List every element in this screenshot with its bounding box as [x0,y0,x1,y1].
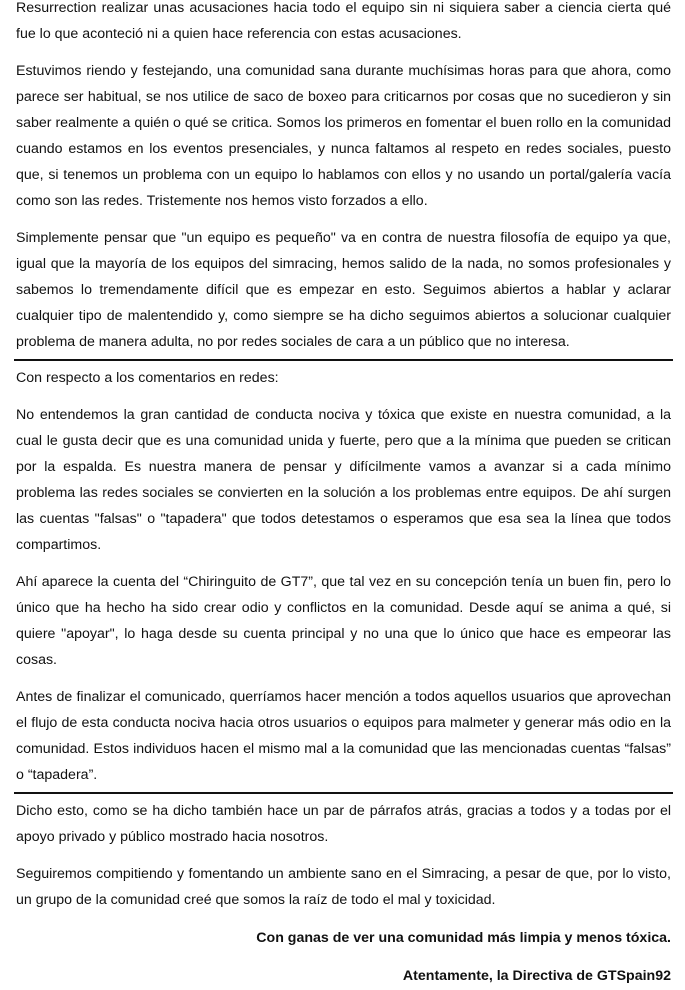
spacer [16,850,671,861]
closing-line: Con ganas de ver una comunidad más limpia y menos tóxica. [256,930,671,946]
spacer [16,673,671,684]
spacer [16,913,671,925]
spacer [16,558,671,569]
paragraph-2: Estuvimos riendo y festejando, una comunidad sana durante muchísimas horas para que ahora, como parece ser habitual, se nos utilice de saco de boxeo para criticarnos por cosas que no sucedieron y sin saber realmente a quién o qué se critica. Somos los primeros en fomentar el buen rollo en la comunidad cuando estamos en los eventos presenciales, y nunca faltamos al respeto en redes sociales, puesto que, si tenemos un problema con un equipo lo hablamos con ellos y no usando un portal/galería vacía como son las redes. Tristemente nos hemos visto forzados a ello. [16,63,671,209]
spacer [16,214,671,225]
paragraph-5: Ahí aparece la cuenta del “Chiringuito de GT7”, que tal vez en su concepción tenía un buen fin, pero lo único que ha hecho ha sido crear odio y conflictos en la comunidad. Desde aquí se anima a qué, si quiere "apoyar", lo haga desde su cuenta principal y no una que lo único que hace es empeorar las cosas. [16,574,671,668]
section-divider-top [14,359,673,361]
signature: Atentamente, la Directiva de GTSpain92 [402,968,671,984]
paragraph-6: Antes de finalizar el comunicado, querríamos hacer mención a todos aquellos usuarios que aprovechan el flujo de esta conducta nociva hacia otros usuarios o equipos para malmeter y generar más odio en la comunidad. Estos individuos hacen el mismo mal a la comunidad que las mencionadas cuentas “falsas” o “tapadera”. [16,689,671,783]
spacer [16,391,671,402]
paragraph-8: Seguiremos compitiendo y fomentando un ambiente sano en el Simracing, a pesar de que, por lo visto, un grupo de la comunidad creé que somos la raíz de todo el mal y toxicidad. [16,866,671,908]
spacer [16,47,671,58]
paragraph-4: No entendemos la gran cantidad de conducta nociva y tóxica que existe en nuestra comunidad, a la cual le gusta decir que es una comunidad unida y fuerte, pero que a la mínima que pueden se critican por la espalda. Es nuestra manera de pensar y difícilmente vamos a avanzar si a cada mínimo problema las redes sociales se convierten en la solución a los problemas entre equipos. De ahí surgen las cuentas "falsas" o "tapadera" que todos detestamos o esperamos que esa sea la línea que todos compartimos. [16,407,671,553]
statement-document [16,0,671,989]
section-heading: Con respecto a los comentarios en redes: [16,370,279,386]
paragraph-3: Simplemente pensar que "un equipo es pequeño" va en contra de nuestra filosofía de equipo ya que, igual que la mayoría de los equipos del simracing, hemos salido de la nada, no somos profesionales y sabemos lo tremendamente difícil que es empezar en esto. Seguimos abiertos a hablar y aclarar cualquier tipo de malentendido y, como siempre se ha dicho seguimos abiertos a solucionar cualquier problema de manera adulta, no por redes sociales de cara a un público que no interesa. [16,230,671,350]
section-divider-bottom [14,792,673,794]
paragraph-7: Dicho esto, como se ha dicho también hace un par de párrafos atrás, gracias a todos y a todas por el apoyo privado y público mostrado hacia nosotros. [16,803,671,845]
intro-paragraph: Resurrection realizar unas acusaciones hacia todo el equipo sin ni siquiera saber a ciencia cierta qué fue lo que aconteció ni a quien hace referencia con estas acusaciones. [16,0,671,42]
spacer [16,951,671,963]
